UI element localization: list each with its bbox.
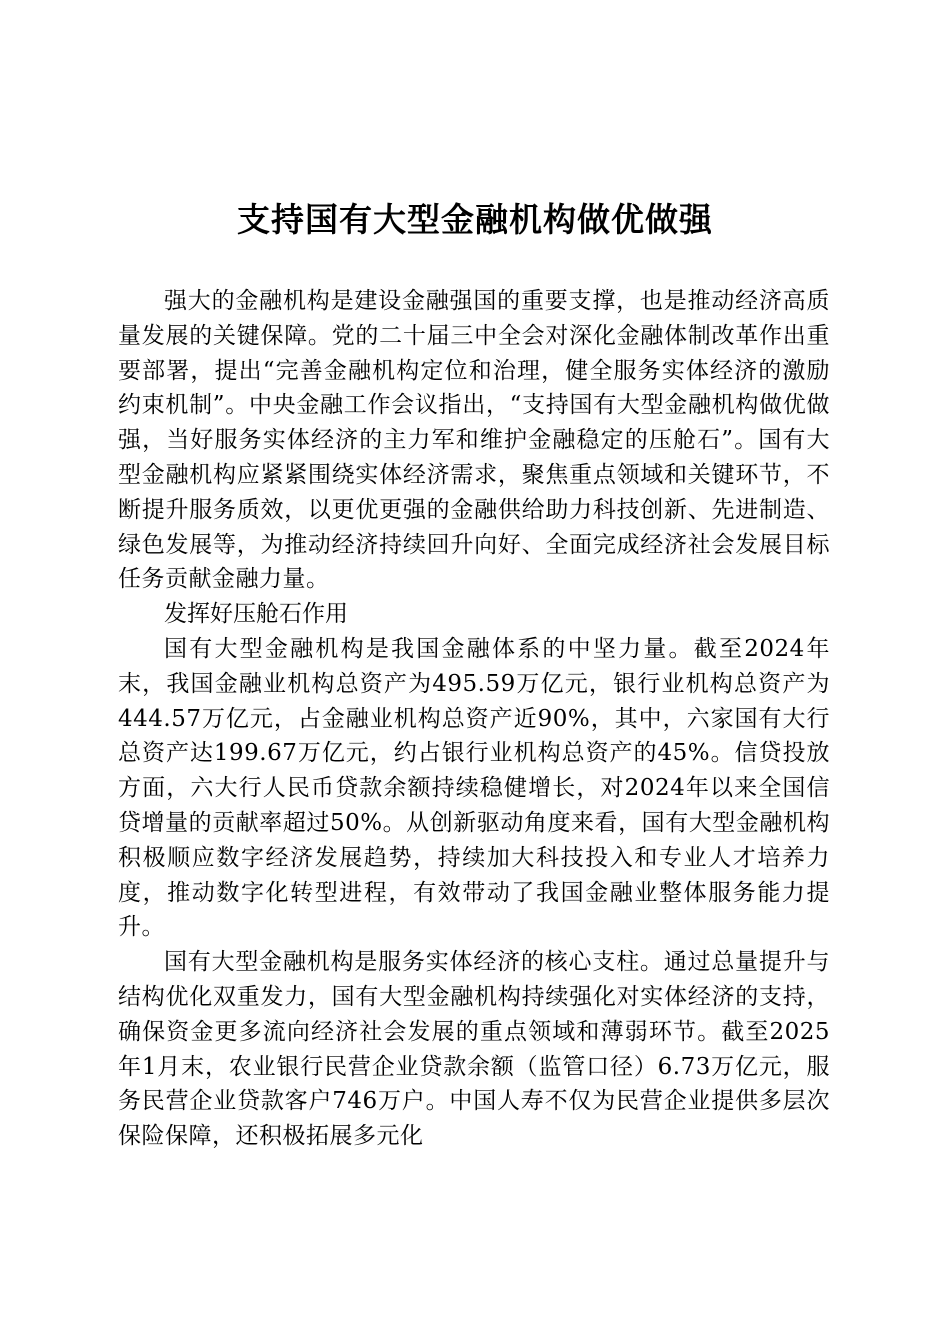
section-heading: 发挥好压舱石作用 xyxy=(164,601,348,628)
document-body xyxy=(118,284,830,1154)
section-paragraph-1: 国有大型金融机构是我国金融体系的中坚力量。截至2024年末，我国金融业机构总资产为495.59万亿元，银行业机构总资产为444.57万亿元，占金融业机构总资产近90%，其中，六家国有大行总资产达199.67万亿元，约占银行业机构总资产的45%。信贷投放方面，六大行人民币贷款余额持续稳健增长，对2024年以来全国信贷增量的贡献率超过50%。从创新驱动角度来看，国有大型金融机构积极顺应数字经济发展趋势，持续加大科技投入和专业人才培养力度，推动数字化转型进程，有效带动了我国金融业整体服务能力提升。 xyxy=(118,635,830,941)
intro-paragraph: 强大的金融机构是建设金融强国的重要支撑，也是推动经济高质量发展的关键保障。党的二十届三中全会对深化金融体制改革作出重要部署，提出“完善金融机构定位和治理，健全服务实体经济的激励约束机制”。中央金融工作会议指出，“支持国有大型金融机构做优做强，当好服务实体经济的主力军和维护金融稳定的压舱石”。国有大型金融机构应紧紧围绕实体经济需求，聚焦重点领域和关键环节，不断提升服务质效，以更优更强的金融供给助力科技创新、先进制造、绿色发展等，为推动经济持续回升向好、全面完成经济社会发展目标任务贡献金融力量。 xyxy=(118,288,830,593)
section-paragraph-2: 国有大型金融机构是服务实体经济的核心支柱。通过总量提升与结构优化双重发力，国有大型金融机构持续强化对实体经济的支持，确保资金更多流向经济社会发展的重点领域和薄弱环节。截至2025年1月末，农业银行民营企业贷款余额（监管口径）6.73万亿元，服务民营企业贷款客户746万户。中国人寿不仅为民营企业提供多层次保险保障，还积极拓展多元化 xyxy=(118,949,830,1150)
document-title: 支持国有大型金融机构做优做强 xyxy=(237,200,713,239)
